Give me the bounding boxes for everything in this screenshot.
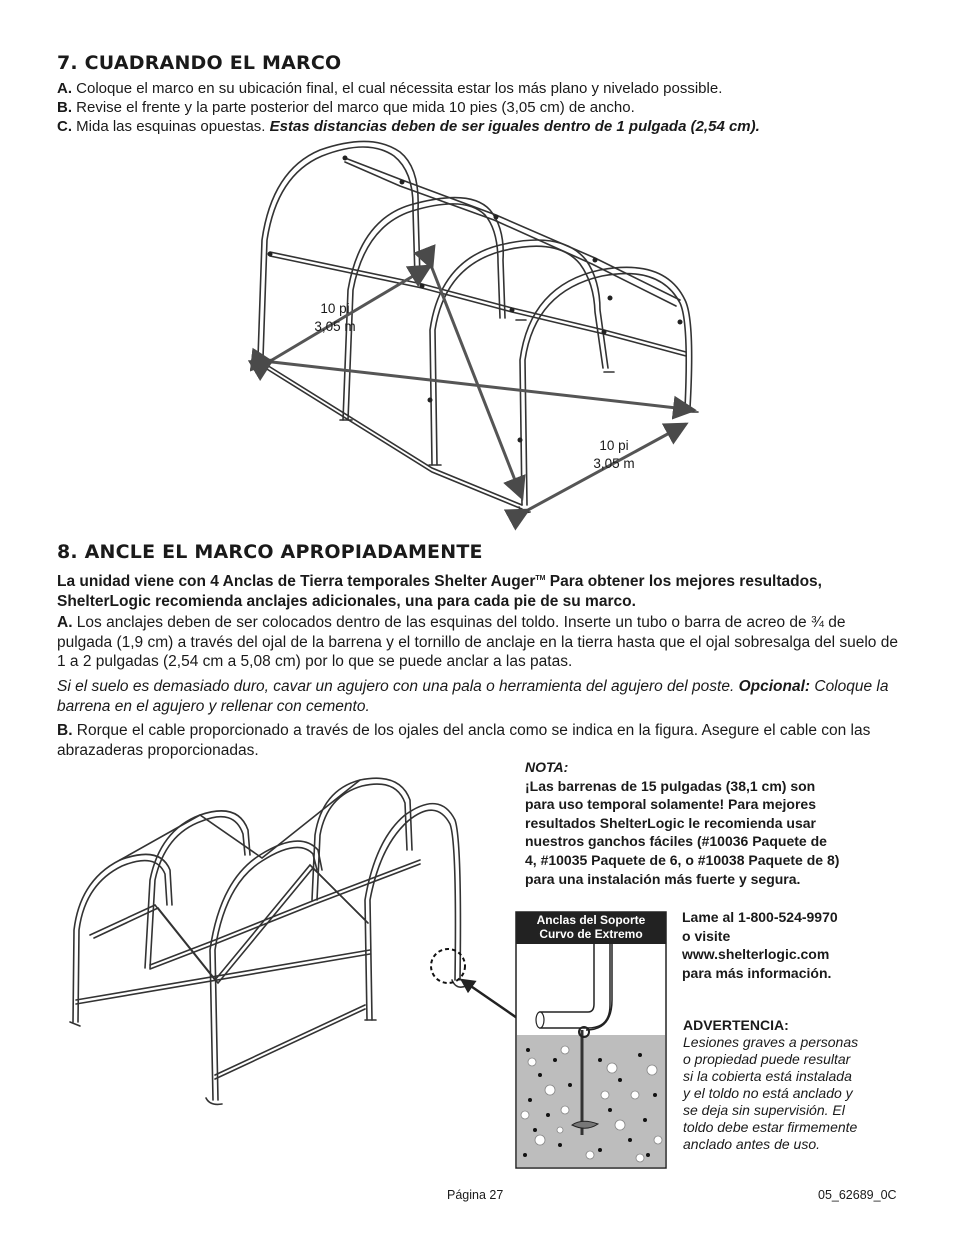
inset-title-line: Anclas del Soporte xyxy=(536,913,646,927)
section-7-heading: 7. CUADRANDO EL MARCO xyxy=(57,52,342,74)
hard-soil-note xyxy=(57,677,902,716)
warning-line: se deja sin supervisión. El xyxy=(683,1102,845,1118)
step-text: Los anclajes deben de ser colocados dentro de las esquinas del toldo. Inserte un tubo o barra de acreo de ¾ de pulgada (1,9 cm) a través del ojal de la barrena y el tornillo de anclaje en la tierra hasta que el ojal sobresalga del suelo de 1 a 2 pulgadas (2,54 cm a 5,08 cm) por lo que se puede anclar a las patas. xyxy=(57,614,898,670)
optional-label: Opcional: xyxy=(738,678,811,695)
contact-line: Lame al 1-800-524-9970 xyxy=(682,909,838,925)
step-text: Mida las esquinas opuestas. xyxy=(72,118,270,135)
dimension-metric: 3,05 m xyxy=(314,319,356,334)
note-line: para uso temporal solamente! Para mejores xyxy=(525,796,816,813)
intro-text-continued: Para obtener los mejores resultados, ShelterLogic recomienda anclajes adicionales, una para cada pie de su marco. xyxy=(57,573,822,610)
step-label: B. xyxy=(57,99,72,116)
note-line: resultados ShelterLogic le recomienda usar xyxy=(525,814,816,831)
intro-text: La unidad viene con 4 Anclas de Tierra temporales Shelter Auger xyxy=(57,573,536,591)
step-8b xyxy=(57,721,907,760)
contact-line: para más información. xyxy=(682,964,832,981)
note-line: ¡Las barrenas de 15 pulgadas (38,1 cm) son xyxy=(525,777,816,794)
note-line: nuestros ganchos fáciles (#10036 Paquete de xyxy=(525,833,827,850)
section-8-intro xyxy=(57,569,907,611)
trademark: TM xyxy=(535,575,546,582)
contact-website: www.shelterlogic.com xyxy=(682,946,830,963)
section-8-heading: 8. ANCLE EL MARCO APROPIADAMENTE xyxy=(57,541,483,563)
document-code: 05_62689_0C xyxy=(818,1188,897,1202)
step-label: C. xyxy=(57,118,72,135)
warning-line: Lesiones graves a personas xyxy=(683,1034,859,1050)
dimension-label-left xyxy=(305,300,365,336)
note-title: NOTA: xyxy=(525,759,569,775)
inset-title-line: Curvo de Extremo xyxy=(539,927,643,941)
contact-line: o visite xyxy=(682,927,731,944)
warning-line: y el toldo no está anclado y xyxy=(683,1085,853,1101)
step-8a xyxy=(57,613,902,672)
dimension-metric: 3,05 m xyxy=(593,456,635,471)
warning-block xyxy=(683,1017,858,1153)
warning-line: anclado antes de uso. xyxy=(683,1136,820,1152)
step-label: B. xyxy=(57,722,73,739)
note-line: para una instalación más fuerte y segura. xyxy=(525,870,801,887)
contact-block xyxy=(682,908,838,982)
step-text: Revise el frente y la parte posterior del marco que mida 10 pies (3,05 cm) de ancho. xyxy=(72,99,635,116)
page-number: Página 27 xyxy=(447,1188,504,1202)
dimension-value: 10 pi xyxy=(320,301,350,316)
dimension-label-right xyxy=(584,437,644,473)
dimension-value: 10 pi xyxy=(599,438,629,453)
warning-line: o propiedad puede resultar xyxy=(683,1051,851,1067)
note-line: 4, #10035 Paquete de 6, o #10038 Paquete de 8) xyxy=(525,851,840,868)
step-text: Rorque el cable proporcionado a través de los ojales del ancla como se indica en la figura. Asegure el cable con las abrazaderas proporcionadas. xyxy=(57,722,871,759)
step-label: A. xyxy=(57,80,72,97)
warning-title: ADVERTENCIA: xyxy=(683,1017,789,1033)
step-text: Coloque el marco en su ubicación final, el cual nécessita estar los más plano y nivelado possible. xyxy=(72,80,723,97)
inset-title xyxy=(516,913,666,941)
warning-line: si la cobierta está instalada xyxy=(683,1068,852,1084)
step-label: A. xyxy=(57,614,73,631)
hard-soil-text: Si el suelo es demasiado duro, cavar un agujero con una pala o herramienta del agujero del poste. xyxy=(57,678,739,695)
optional-text: Coloque la barrena en el agujero y rellenar con cemento. xyxy=(57,678,889,715)
step-emphasis: Estas distancias deben de ser iguales dentro de 1 pulgada (2,54 cm). xyxy=(269,118,760,135)
note-block xyxy=(525,758,839,888)
warning-line: toldo debe estar firmemente xyxy=(683,1119,858,1135)
